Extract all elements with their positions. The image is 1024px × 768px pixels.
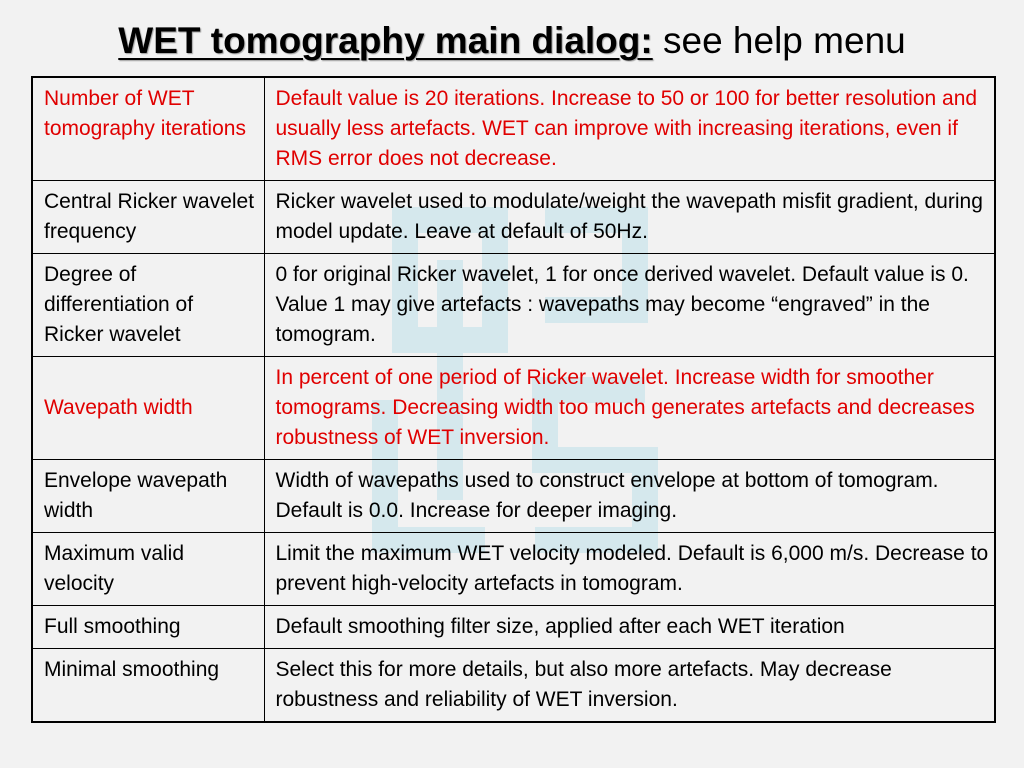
table-row [32, 649, 995, 723]
param-description: 0 for original Ricker wavelet, 1 for once derived wavelet. Default value is 0. Value 1 may give artefacts : wavepaths may become “engraved” in the tomogram. [264, 254, 995, 357]
param-name: Minimal smoothing [32, 649, 264, 723]
table-row [32, 606, 995, 649]
title-bold: WET tomography main dialog: [118, 20, 653, 61]
table-row [32, 254, 995, 357]
param-name: Envelope wavepath width [32, 460, 264, 533]
param-name: Number of WET tomography iterations [32, 77, 264, 181]
page-title [0, 18, 1024, 64]
param-name: Maximum valid velocity [32, 533, 264, 606]
param-description: In percent of one period of Ricker wavelet. Increase width for smoother tomograms. Decreasing width too much generates artefacts and decreases robustness of WET inversion. [264, 357, 995, 460]
param-description: Ricker wavelet used to modulate/weight the wavepath misfit gradient, during model update. Leave at default of 50Hz. [264, 181, 995, 254]
param-description: Limit the maximum WET velocity modeled. Default is 6,000 m/s. Decrease to prevent high-velocity artefacts in tomogram. [264, 533, 995, 606]
table-row [32, 533, 995, 606]
table-row [32, 460, 995, 533]
param-description: Select this for more details, but also more artefacts. May decrease robustness and reliability of WET inversion. [264, 649, 995, 723]
param-description: Width of wavepaths used to construct envelope at bottom of tomogram. Default is 0.0. Increase for deeper imaging. [264, 460, 995, 533]
table-row [32, 357, 995, 460]
param-description: Default smoothing filter size, applied after each WET iteration [264, 606, 995, 649]
parameter-table [31, 76, 996, 723]
param-name: Wavepath width [32, 357, 264, 460]
param-name: Degree of differentiation of Ricker wavelet [32, 254, 264, 357]
table-row [32, 181, 995, 254]
param-name: Central Ricker wavelet frequency [32, 181, 264, 254]
param-description: Default value is 20 iterations. Increase to 50 or 100 for better resolution and usually less artefacts. WET can improve with increasing iterations, even if RMS error does not decrease. [264, 77, 995, 181]
table-row [32, 77, 995, 181]
title-normal: see help menu [652, 20, 906, 61]
param-name: Full smoothing [32, 606, 264, 649]
